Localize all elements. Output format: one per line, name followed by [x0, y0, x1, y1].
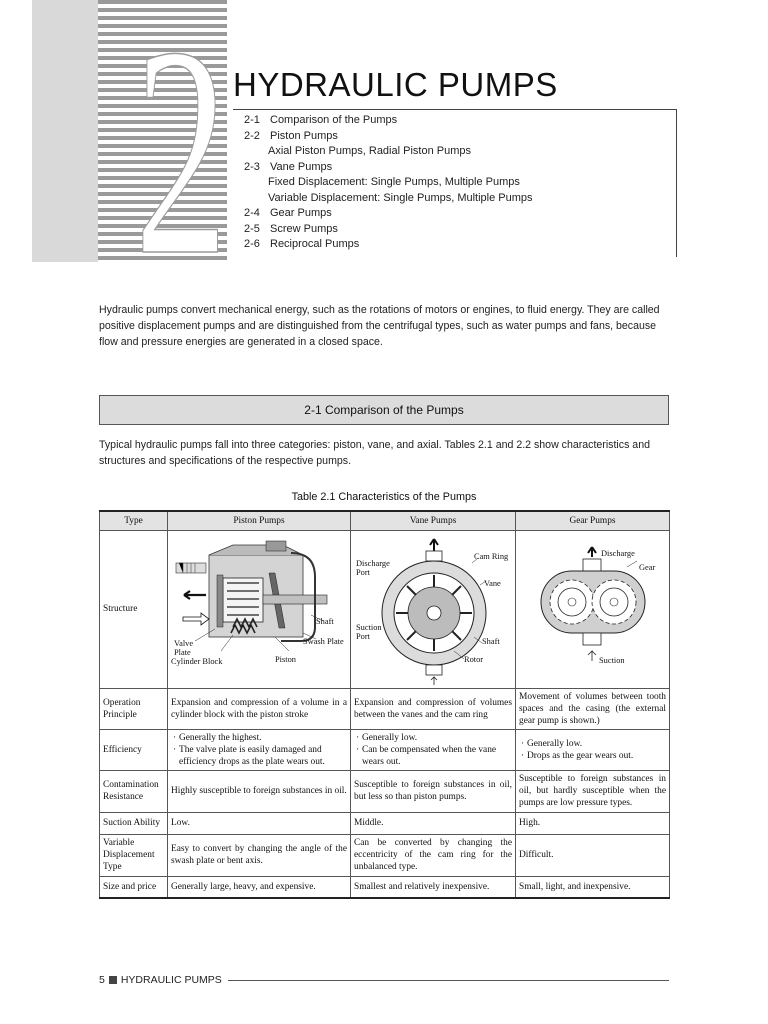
piston-pump-diagram	[171, 533, 347, 686]
toc-text: Axial Piston Pumps, Radial Piston Pumps	[268, 145, 471, 157]
footer-title: HYDRAULIC PUMPS	[120, 974, 222, 986]
toc-item	[244, 160, 533, 176]
footer-square-icon	[109, 976, 117, 984]
row-label: Suction Ability	[100, 812, 168, 834]
header-piston-pumps: Piston Pumps	[168, 511, 351, 530]
toc-item	[244, 191, 533, 207]
chapter-numeral	[126, 30, 227, 260]
toc-item	[244, 129, 533, 145]
gear-pump-diagram	[519, 533, 666, 686]
section-heading: 2-1 Comparison of the Pumps	[304, 403, 464, 417]
row-label: Efficiency	[100, 729, 168, 770]
cell-piston: Low.	[168, 812, 351, 834]
pump-characteristics-table	[99, 510, 670, 899]
cell-vane: Susceptible to foreign substances in oil, but less so than piston pumps.	[351, 770, 516, 812]
cell-vane: Smallest and relatively inexpensive.	[351, 876, 516, 898]
row-label: Operation Principle	[100, 688, 168, 729]
row-label: Size and price	[100, 876, 168, 898]
cell-piston: Highly susceptible to foreign substances in oil.	[168, 770, 351, 812]
toc-number: 2-1	[244, 114, 260, 126]
intro-paragraph: Hydraulic pumps convert mechanical energy, such as the rotations of motors or engines, to fluid energy. They are called positive displacement pumps and are distinguished from the centrifugal types, such as water pumps and fans, because flow and pressure energies are generated in a closed space.	[99, 304, 660, 348]
toc-number: 2-3	[244, 160, 260, 173]
toc-text: Fixed Displacement: Single Pumps, Multiple Pumps	[268, 176, 520, 188]
toc-text: Reciprocal Pumps	[270, 238, 360, 250]
table-row-efficiency	[100, 729, 670, 770]
bullet-item: · Generally low.	[354, 732, 512, 744]
table-row-size-price	[100, 876, 670, 898]
label-cam-ring: Cam Ring	[474, 551, 509, 561]
bullet-list	[171, 732, 347, 768]
table-row-suction-ability	[100, 812, 670, 834]
row-label: Contamination Resistance	[100, 770, 168, 812]
table-header-row	[100, 511, 670, 530]
bullet-item: · The valve plate is easily damaged and efficiency drops as the plate wears out.	[171, 744, 347, 768]
toc-text: Vane Pumps	[270, 160, 333, 173]
table-caption: Table 2.1 Characteristics of the Pumps	[291, 491, 477, 503]
cell-gear: Small, light, and inexpensive.	[516, 876, 670, 898]
toc-text: Screw Pumps	[270, 222, 338, 235]
toc-number: 2-2	[244, 129, 260, 142]
vane-pump-diagram	[354, 533, 512, 686]
label-valve-plate: Valve Plate	[174, 638, 194, 657]
cell-vane: Expansion and compression of volumes between the vanes and the cam ring	[351, 688, 516, 729]
toc-text: Variable Displacement: Single Pumps, Multiple Pumps	[268, 191, 533, 204]
cell-gear: Movement of volumes between tooth spaces and the casing (the external gear pump is shown.)	[516, 688, 670, 729]
toc-item	[244, 113, 533, 129]
label-discharge-port: Discharge Port	[356, 558, 390, 577]
section-heading-box	[99, 395, 669, 425]
vane-pump-diagram-cell	[351, 530, 516, 688]
label-vane: Vane	[484, 578, 501, 588]
toc-number: 2-6	[244, 238, 260, 250]
toc-number: 2-5	[244, 222, 260, 235]
section-paragraph: Typical hydraulic pumps fall into three categories: piston, vane, and axial. Tables 2.1 and 2.2 show characteristics and structures and specifications of the respective pumps.	[99, 439, 650, 467]
label-gear: Gear	[639, 562, 656, 572]
chapter-title: HYDRAULIC PUMPS	[233, 66, 558, 103]
cell-vane: Can be converted by changing the eccentricity of the cam ring for the unbalanced type.	[351, 834, 516, 876]
toc-item	[244, 144, 533, 160]
toc-item	[244, 206, 533, 222]
header-type: Type	[100, 511, 168, 530]
label-cylinder-block: Cylinder Block	[171, 656, 223, 666]
gear-pump-diagram-cell	[516, 530, 670, 688]
chapter-toc	[244, 113, 533, 253]
label-rotor: Rotor	[464, 654, 484, 664]
piston-pump-diagram-cell	[168, 530, 351, 688]
cell-piston	[168, 729, 351, 770]
footer-rule	[228, 980, 669, 981]
toc-item	[244, 222, 533, 238]
table-row-contamination	[100, 770, 670, 812]
toc-text: Comparison of the Pumps	[270, 114, 398, 126]
toc-item	[244, 175, 533, 191]
table-row-structure	[100, 530, 670, 688]
cell-gear: Difficult.	[516, 834, 670, 876]
header-gear-pumps: Gear Pumps	[516, 511, 670, 530]
chapter-numeral-text: 2	[134, 30, 228, 260]
header-vane-pumps: Vane Pumps	[351, 511, 516, 530]
bullet-list	[354, 732, 512, 768]
toc-text: Gear Pumps	[270, 207, 332, 219]
bullet-item: · Can be compensated when the vane wears out.	[354, 744, 512, 768]
row-label-structure: Structure	[100, 530, 168, 688]
cell-gear: Susceptible to foreign substances in oil, but hardly susceptible when the pumps are low pressure types.	[516, 770, 670, 812]
cell-gear: High.	[516, 812, 670, 834]
gear-pump-drawing	[519, 533, 667, 686]
row-label: Variable Displacement Type	[100, 834, 168, 876]
cell-piston: Expansion and compression of a volume in a cylinder block with the piston stroke	[168, 688, 351, 729]
cell-vane: Middle.	[351, 812, 516, 834]
label-swash-plate: Swash Plate	[303, 636, 344, 646]
page-footer	[99, 974, 669, 986]
bullet-list	[519, 738, 666, 762]
toc-item	[244, 237, 533, 253]
label-gear-discharge: Discharge	[601, 548, 635, 558]
bullet-item: · Generally low.	[519, 738, 666, 750]
page-number: 5	[99, 974, 105, 986]
cell-piston: Generally large, heavy, and expensive.	[168, 876, 351, 898]
bullet-item: · Drops as the gear wears out.	[519, 750, 666, 762]
toc-text: Piston Pumps	[270, 129, 338, 142]
table-row-variable-displacement	[100, 834, 670, 876]
cell-gear	[516, 729, 670, 770]
table-row-operation-principle	[100, 688, 670, 729]
label-shaft: Shaft	[316, 616, 334, 626]
cell-vane	[351, 729, 516, 770]
label-gear-suction: Suction	[599, 655, 625, 665]
label-vane-shaft: Shaft	[482, 636, 500, 646]
toc-number: 2-4	[244, 207, 260, 219]
bullet-item: · Generally the highest.	[171, 732, 347, 744]
chapter-number-block	[32, 0, 227, 262]
cell-piston: Easy to convert by changing the angle of the swash plate or bent axis.	[168, 834, 351, 876]
label-suction-port: Suction Port	[356, 622, 382, 641]
label-piston: Piston	[275, 654, 296, 664]
